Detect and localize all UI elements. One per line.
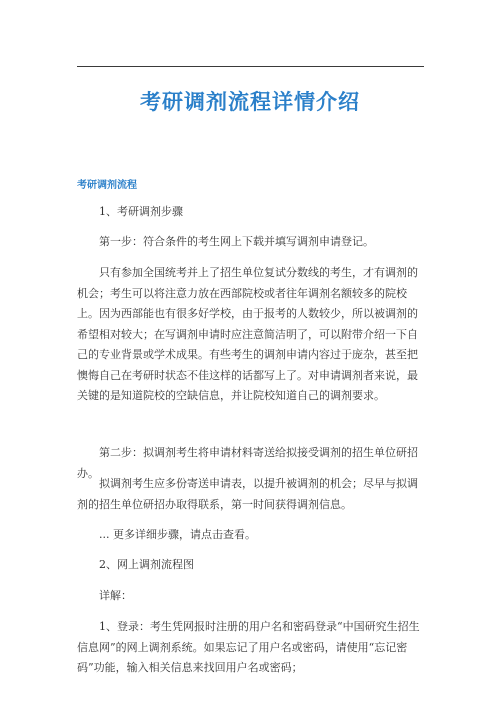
paragraph-login: 1、登录：考生凭网报时注册的用户名和密码登录“中国研究生招生信息网”的网上调剂系统。如果忘记了用户名或密码，请使用“忘记密码”功能，输入相关信息来找回用户名或密码；	[77, 620, 420, 674]
section-heading: 考研调剂流程	[77, 180, 137, 191]
paragraph-step-one: 第一步：符合条件的考生网上下载并填写调剂申请登记。	[99, 235, 374, 248]
paragraph-step-two-detail: 拟调剂考生应多份寄送申请表，以提升被调剂的机会；尽早与拟调剂的招生单位研招办取得联系，第一时间获得调剂信息。	[77, 477, 418, 511]
paragraph-step-heading: 1、考研调剂步骤	[99, 205, 183, 218]
paragraph-step-two: 第二步：拟调剂考生将申请材料寄送给拟接受调剂的招生单位研招办。	[77, 446, 418, 480]
paragraph-detail-label: 详解：	[99, 589, 132, 602]
paragraph-step-one-detail: 只有参加全国统考并上了招生单位复试分数线的考生，才有调剂的机会；考生可以将注意力放在西部院校或者往年调剂名额较多的院校上。因为西部能也有很多好学校，由于报考的人数较少，所以被调剂的希望相对较大；在写调剂申请时应注意简洁明了，可以附带介绍一下自己的专业背景或学术成果。有些考生的调剂申请内容过于庞杂，甚至把懊悔自己在考研时状态不佳这样的话都写上了。对申请调剂者来说，最关键的是知道院校的空缺信息，并让院校知道自己的调剂要求。	[77, 266, 418, 402]
more-steps-link[interactable]: ... 更多详细步骤，请点击查看。	[99, 528, 256, 541]
paragraph-flow-heading: 2、网上调剂流程图	[99, 558, 194, 571]
header-rule	[77, 66, 424, 67]
page-title: 考研调剂流程详情介绍	[140, 90, 360, 114]
